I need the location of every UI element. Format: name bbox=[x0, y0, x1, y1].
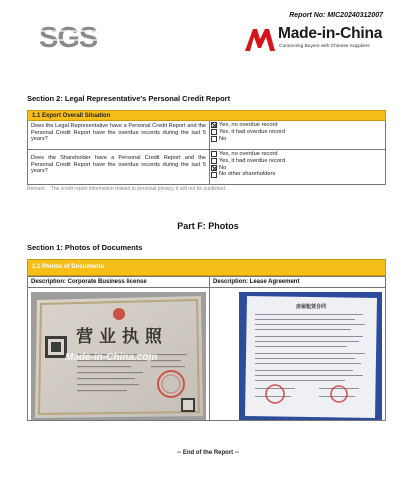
checked-checkbox-icon[interactable] bbox=[211, 165, 217, 171]
option[interactable]: Yes, it had overdue record bbox=[211, 158, 285, 165]
checkbox-icon[interactable] bbox=[211, 172, 217, 178]
credit-row-legal bbox=[27, 121, 386, 150]
watermark: Made-in-China.com bbox=[65, 352, 158, 363]
option[interactable]: No bbox=[211, 136, 285, 143]
options bbox=[211, 122, 285, 142]
question-text: Does the Shareholder have a Personal Credit Report and the Personal Credit Report have the overdue records during the last 5 years? bbox=[28, 150, 210, 184]
credit-row-shareholder bbox=[27, 150, 386, 185]
business-license-photo[interactable] bbox=[31, 292, 206, 420]
checked-checkbox-icon[interactable] bbox=[211, 122, 217, 128]
photo-description: Description: Corporate Business license bbox=[28, 277, 209, 288]
option[interactable]: Yes, no overdue record bbox=[211, 151, 285, 158]
section-title: Section 1: Photos of Documents bbox=[27, 243, 143, 252]
photo-description: Description: Lease Agreement bbox=[210, 277, 386, 288]
mic-tagline: Connecting Buyers with Chinese Suppliers bbox=[279, 44, 370, 49]
section-bar: 1.1 Export Overall Situation bbox=[27, 110, 386, 121]
checkbox-icon[interactable] bbox=[211, 158, 217, 164]
lease-agreement-photo[interactable] bbox=[239, 292, 382, 420]
sgs-logo bbox=[38, 22, 100, 52]
svg-text:营 业 执 照: 营 业 执 照 bbox=[76, 327, 162, 347]
photo-table bbox=[27, 276, 386, 421]
section-title: Section 2: Legal Representative's Personal Credit Report bbox=[27, 94, 231, 103]
remark-note: Remark： The credit report information related to personal privacy, it will not be published. bbox=[27, 186, 227, 192]
svg-text:房屋租赁合同: 房屋租赁合同 bbox=[295, 304, 327, 310]
option[interactable]: No bbox=[211, 165, 285, 172]
svg-text:SGS: SGS bbox=[39, 22, 98, 52]
options bbox=[211, 151, 285, 178]
option[interactable]: Yes, it had overdue record bbox=[211, 129, 285, 136]
checkbox-icon[interactable] bbox=[211, 129, 217, 135]
option[interactable]: Yes, no overdue record bbox=[211, 122, 285, 129]
lease-agreement-image bbox=[239, 292, 382, 420]
mic-logo-text: Made-in-China bbox=[278, 25, 383, 42]
mic-m-icon bbox=[244, 26, 276, 52]
question-text: Does the Legal Representative have a Personal Credit Report and the Personal Credit Report have the overdue records during the last 5 years? bbox=[28, 121, 210, 149]
part-title: Part F: Photos bbox=[177, 221, 239, 231]
section-bar: 1.1 Photos of Documents bbox=[27, 259, 386, 276]
checkbox-icon[interactable] bbox=[211, 136, 217, 142]
checkbox-icon[interactable] bbox=[211, 151, 217, 157]
divider bbox=[209, 277, 210, 420]
option[interactable]: No other shareholders bbox=[211, 171, 285, 178]
made-in-china-logo bbox=[244, 26, 384, 54]
report-number: Report No: MIC20240312007 bbox=[289, 12, 383, 19]
end-of-report: -- End of the Report -- bbox=[177, 450, 239, 456]
